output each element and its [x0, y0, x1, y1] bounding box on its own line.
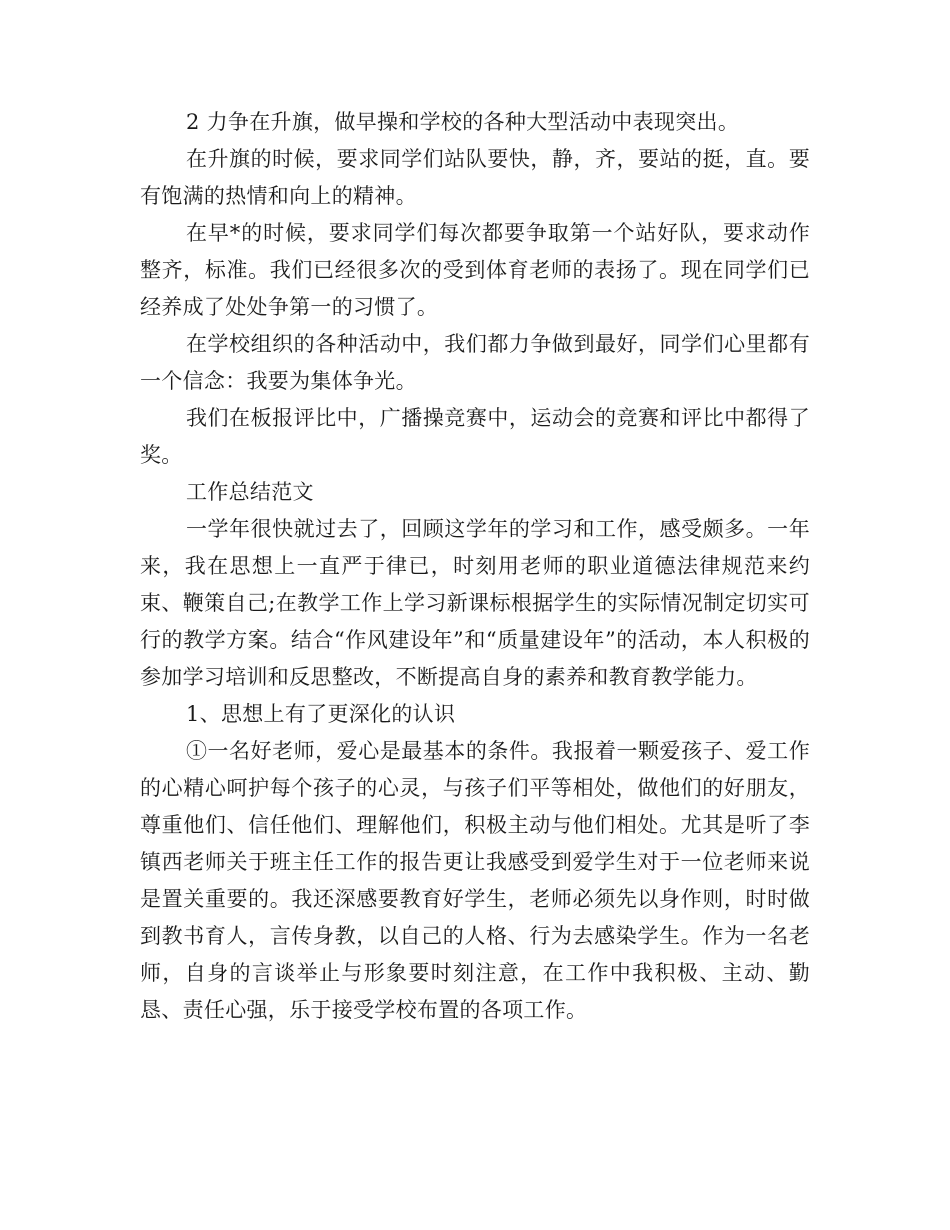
- section-title: 工作总结范文: [186, 480, 314, 504]
- paragraph-flag-raising: 在升旗的时候，要求同学们站队要快，静，齐，要站的挺，直。要有饱满的热情和向上的精神。: [140, 147, 810, 208]
- paragraph-flag-raising-goal: 2 力争在升旗，做早操和学校的各种大型活动中表现突出。: [186, 110, 740, 134]
- paragraph-morning-exercise: 在早*的时候，要求同学们每次都要争取第一个站好队，要求动作整齐，标准。我们已经很多次的受到体育老师的表扬了。现在同学们已经养成了处处争第一的习惯了。: [140, 221, 810, 319]
- paragraph-year-review: 一学年很快就过去了，回顾这学年的学习和工作，感受颇多。一年来，我在思想上一直严于律已，时刻用老师的职业道德法律规范来约束、鞭策自己;在教学工作上学习新课标根据学生的实际情况制定切实可行的教学方案。结合“作风建设年”和“质量建设年”的活动，本人积极的参加学习培训和反思整改，不断提高自身的素养和教育教学能力。: [140, 517, 810, 689]
- paragraph-school-activities: 在学校组织的各种活动中，我们都力争做到最好，同学们心里都有一个信念：我要为集体争光。: [140, 332, 810, 393]
- document-body: [140, 104, 810, 1029]
- paragraph-good-teacher: ①一名好老师，爱心是最基本的条件。我报着一颗爱孩子、爱工作的心精心呵护每个孩子的心灵，与孩子们平等相处，做他们的好朋友，尊重他们、信任他们、理解他们，积极主动与他们相处。尤其是听了李镇西老师关于班主任工作的报告更让我感受到爱学生对于一位老师来说是置关重要的。我还深感要教育好学生，老师必须先以身作则，时时做到教书育人，言传身教，以自己的人格、行为去感染学生。作为一名老师，自身的言谈举止与形象要时刻注意，在工作中我积极、主动、勤恳、责任心强，乐于接受学校布置的各项工作。: [140, 739, 810, 1022]
- section-heading-thought: 1、思想上有了更深化的认识: [186, 702, 456, 726]
- paragraph-awards: 我们在板报评比中，广播操竞赛中，运动会的竞赛和评比中都得了奖。: [140, 406, 810, 467]
